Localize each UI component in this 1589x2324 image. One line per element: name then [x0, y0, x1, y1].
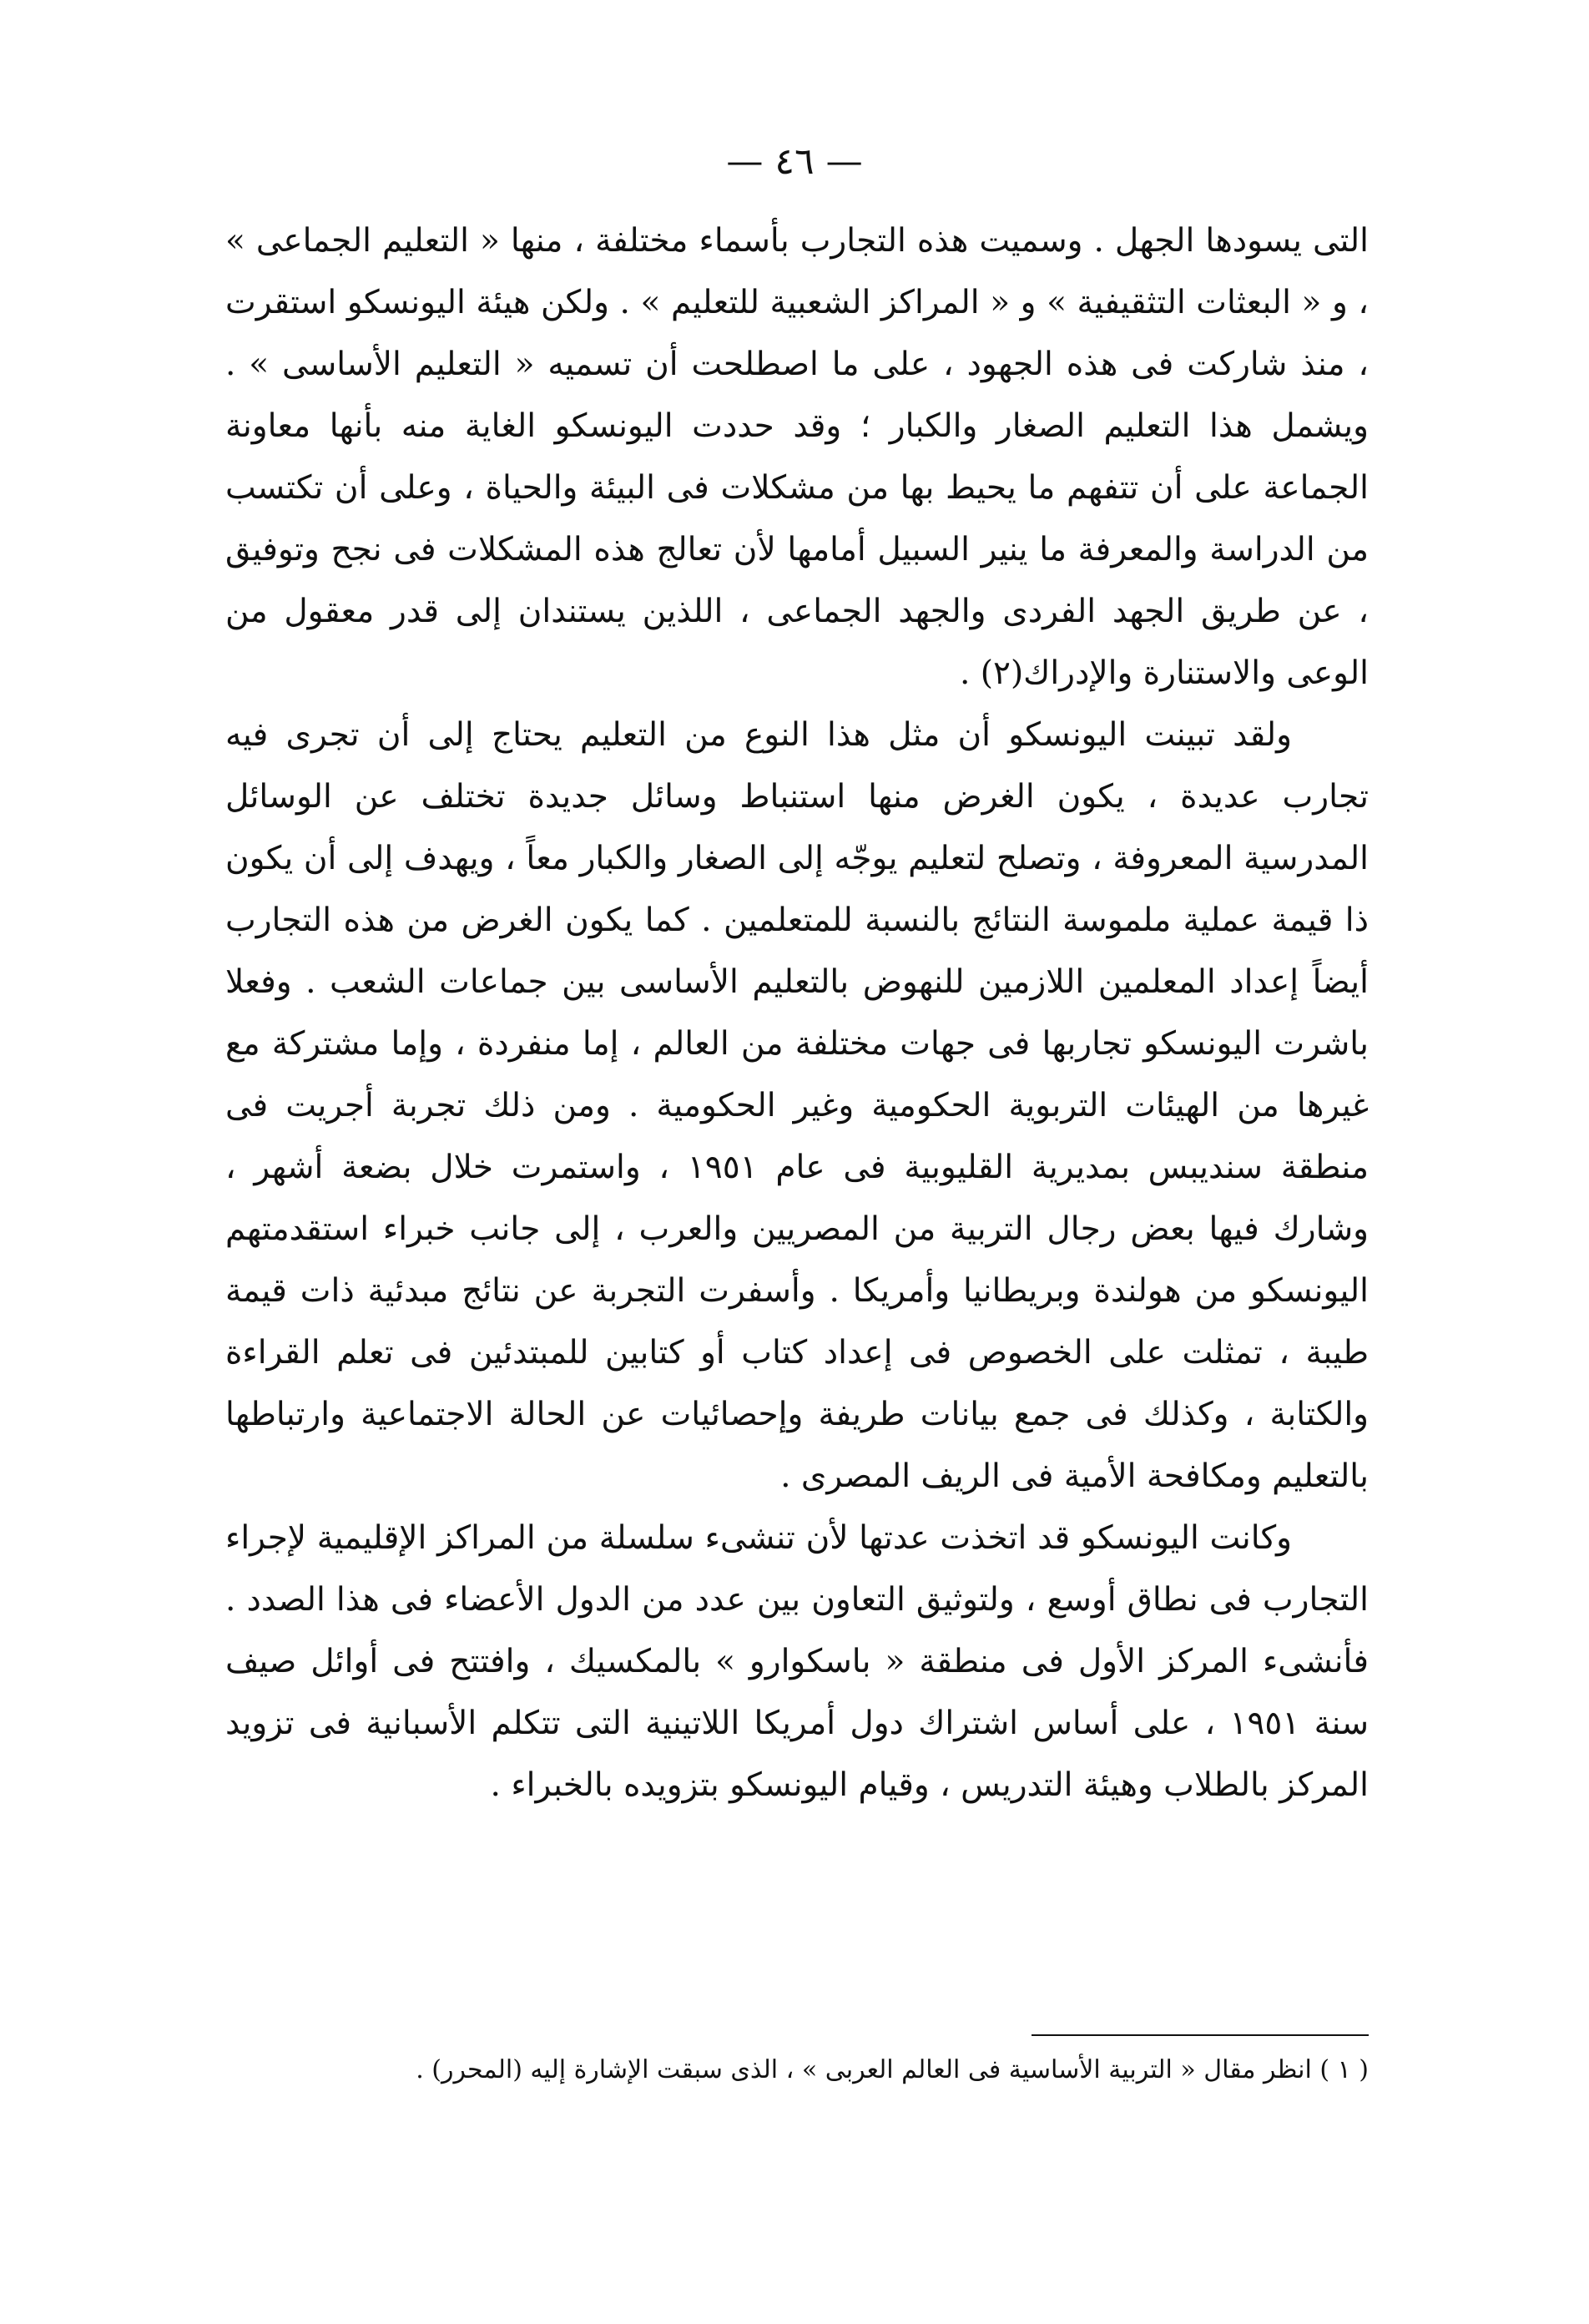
page-number: — ٤٦ — [726, 140, 863, 183]
body-text [225, 210, 1369, 1816]
paragraph-continuation: التى يسودها الجهل . وسميت هذه التجارب بأسماء مختلفة ، منها « التعليم الجماعى » ، و « البعثات التثقيفية » و « المراكز الشعبية للتعليم » . ولكن هيئة اليونسكو استقرت ، منذ شاركت فى هذه الجهود ، على ما اصطلحت أن تسميه « التعليم الأساسى » . ويشمل هذا التعليم الصغار والكبار ؛ وقد حددت اليونسكو الغاية منه بأنها معاونة الجماعة على أن تتفهم ما يحيط بها من مشكلات فى البيئة والحياة ، وعلى أن تكتسب من الدراسة والمعرفة ما ينير السبيل أمامها لأن تعالج هذه المشكلات فى نجح وتوفيق ، عن طريق الجهد الفردى والجهد الجماعى ، اللذين يستندان إلى قدر معقول من الوعى والاستنارة والإدراك(٢) . [225, 222, 1369, 692]
paragraph-regional-centers: وكانت اليونسكو قد اتخذت عدتها لأن تنشىء سلسلة من المراكز الإقليمية لإجراء التجارب فى نطاق أوسع ، ولتوثيق التعاون بين عدد من الدول الأعضاء فى هذا الصدد . فأنشىء المركز الأول فى منطقة « باسكوارو » بالمكسيك ، وافتتح فى أوائل صيف سنة ١٩٥١ ، على أساس اشتراك دول أمريكا اللاتينية التى تتكلم الأسبانية فى تزويد المركز بالطلاب وهيئة التدريس ، وقيام اليونسكو بتزويده بالخبراء . [225, 1519, 1369, 1804]
footnote: ( ١ ) انظر مقال « التربية الأساسية فى العالم العربى » ، الذى سبقت الإشارة إليه (المحرر) . [416, 2055, 1369, 2084]
paragraph-unesco-experiments: ولقد تبينت اليونسكو أن مثل هذا النوع من التعليم يحتاج إلى أن تجرى فيه تجارب عديدة ، يكون الغرض منها استنباط وسائل جديدة تختلف عن الوسائل المدرسية المعروفة ، وتصلح لتعليم يوجّه إلى الصغار والكبار معاً ، ويهدف إلى أن يكون ذا قيمة عملية ملموسة النتائج بالنسبة للمتعلمين . كما يكون الغرض من هذه التجارب أيضاً إعداد المعلمين اللازمين للنهوض بالتعليم الأساسى بين جماعات الشعب . وفعلا باشرت اليونسكو تجاربها فى جهات مختلفة من العالم ، إما منفردة ، وإما مشتركة مع غيرها من الهيئات التربوية الحكومية وغير الحكومية . ومن ذلك تجربة أجريت فى منطقة سنديبس بمديرية القليوبية فى عام ١٩٥١ ، واستمرت خلال بضعة أشهر ، وشارك فيها بعض رجال التربية من المصريين والعرب ، إلى جانب خبراء استقدمتهم اليونسكو من هولندة وبريطانيا وأمريكا . وأسفرت التجربة عن نتائج مبدئية ذات قيمة طيبة ، تمثلت على الخصوص فى إعداد كتاب أو كتابين للمبتدئين فى تعلم القراءة والكتابة ، وكذلك فى جمع بيانات طريفة وإحصائيات عن الحالة الاجتماعية وارتباطها بالتعليم ومكافحة الأمية فى الريف المصرى . [225, 716, 1370, 1495]
footnote-divider [1032, 2034, 1369, 2036]
